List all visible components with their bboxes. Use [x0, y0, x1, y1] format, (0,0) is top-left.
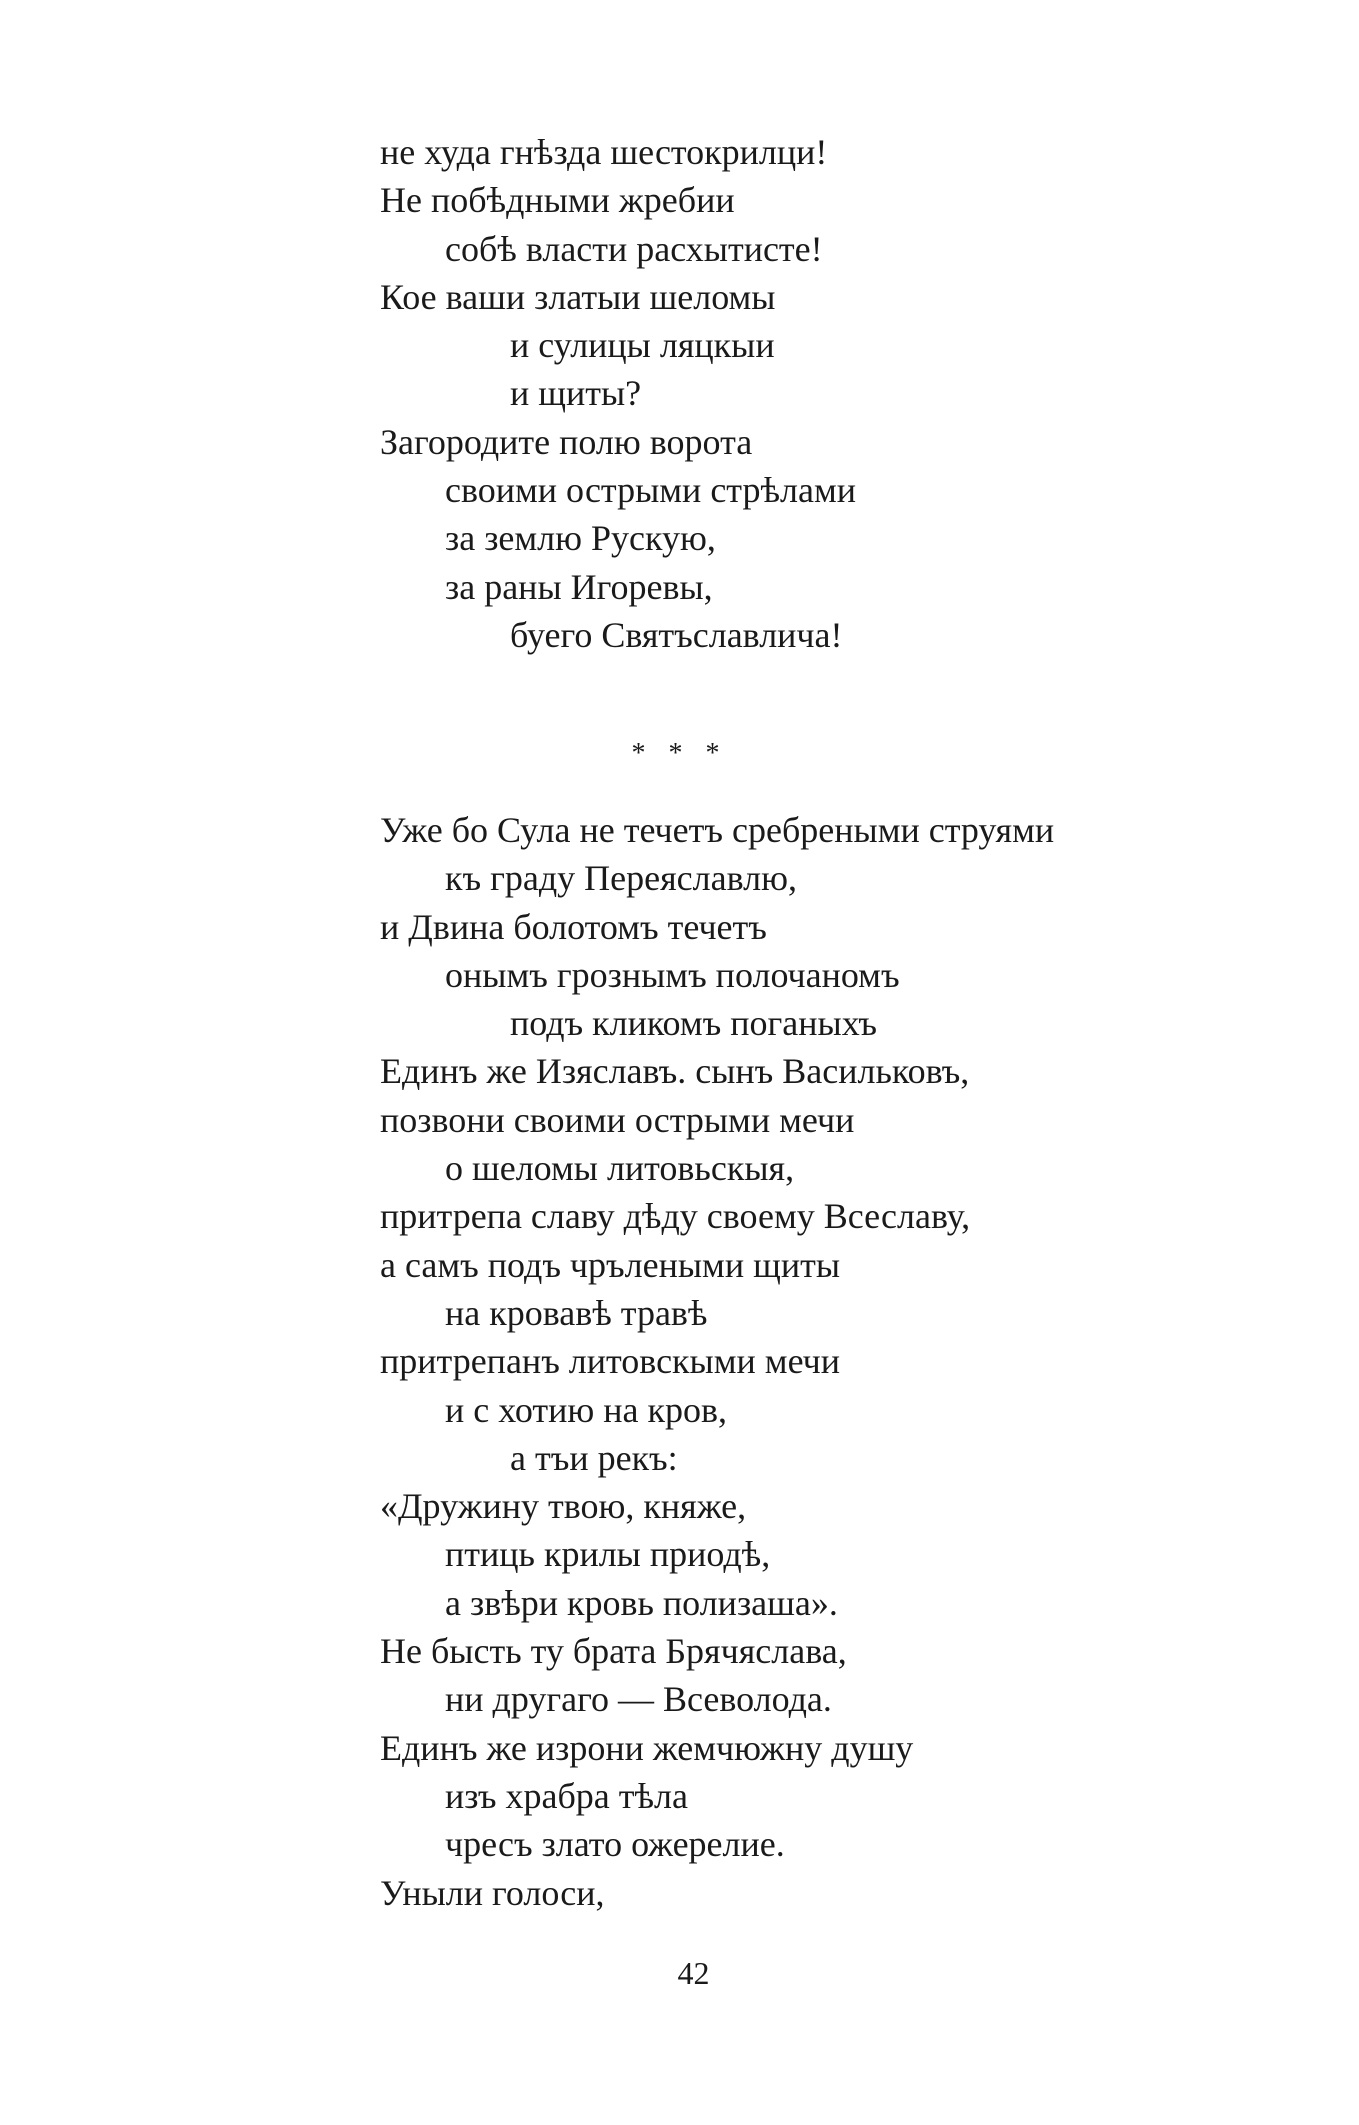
- verse-line: Единъ же Изяславъ. сынъ Васильковъ,: [380, 1051, 970, 1092]
- verse-line: а тъи рекъ:: [510, 1437, 678, 1478]
- verse-line: собѣ власти расхытисте!: [445, 228, 823, 269]
- verse-line: а звѣри кровь полизаша».: [445, 1582, 838, 1623]
- verse-line: и с хотию на кров,: [445, 1389, 728, 1430]
- verse-line: птиць крилы приодѣ,: [445, 1534, 771, 1575]
- verse-line: своими острыми стрѣлами: [445, 470, 857, 511]
- verse-line: изъ храбра тѣла: [445, 1775, 688, 1816]
- verse-line: къ граду Переяславлю,: [445, 858, 797, 899]
- verse-line: онымъ грознымъ полочаномъ: [445, 954, 900, 995]
- verse-line: притрепа славу дѣду своему Всеславу,: [380, 1196, 971, 1237]
- verse-line: за землю Рускую,: [445, 518, 716, 559]
- verse-line: Уже бо Сула не течетъ сребреными струями: [380, 810, 1055, 850]
- verse-line: Уныли голоси,: [380, 1872, 605, 1913]
- verse-line: и щиты?: [510, 373, 642, 414]
- verse-line: подъ кликомъ поганыхъ: [510, 1003, 877, 1044]
- stanza-1: [380, 128, 1280, 659]
- verse-line: на кровавѣ травѣ: [445, 1292, 708, 1333]
- verse-line: позвони своими острыми мечи: [380, 1099, 855, 1140]
- verse-line: буего Святъславлича!: [510, 614, 843, 655]
- verse-line: Не побѣдными жребии: [380, 180, 735, 221]
- verse-line: за раны Игоревы,: [445, 566, 713, 607]
- verse-line: и Двина болотомъ течетъ: [380, 906, 767, 947]
- verse-line: а самъ подъ чрълеными щиты: [380, 1244, 841, 1285]
- stanza-separator: * * *: [631, 738, 728, 769]
- verse-line: не худа гнѣзда шестокрилци!: [380, 132, 828, 172]
- verse-line: и сулицы ляцкыи: [510, 325, 775, 366]
- verse-line: «Дружину твою, княже,: [380, 1486, 747, 1527]
- verse-line: Не бысть ту брата Брячяслава,: [380, 1631, 847, 1672]
- verse-line: о шеломы литовьскыя,: [445, 1148, 795, 1189]
- verse-line: ни другаго — Всеволода.: [445, 1679, 832, 1720]
- page-number: 42: [677, 1955, 710, 1991]
- verse-line: Единъ же изрони жемчюжну душу: [380, 1727, 914, 1768]
- stanza-2: [380, 806, 1280, 1917]
- verse-line: Загородите полю ворота: [380, 421, 753, 462]
- verse-line: Кое ваши златыи шеломы: [380, 276, 776, 317]
- verse-line: притрепанъ литовскыми мечи: [380, 1341, 841, 1382]
- verse-line: чресъ злато ожерелие.: [445, 1824, 785, 1865]
